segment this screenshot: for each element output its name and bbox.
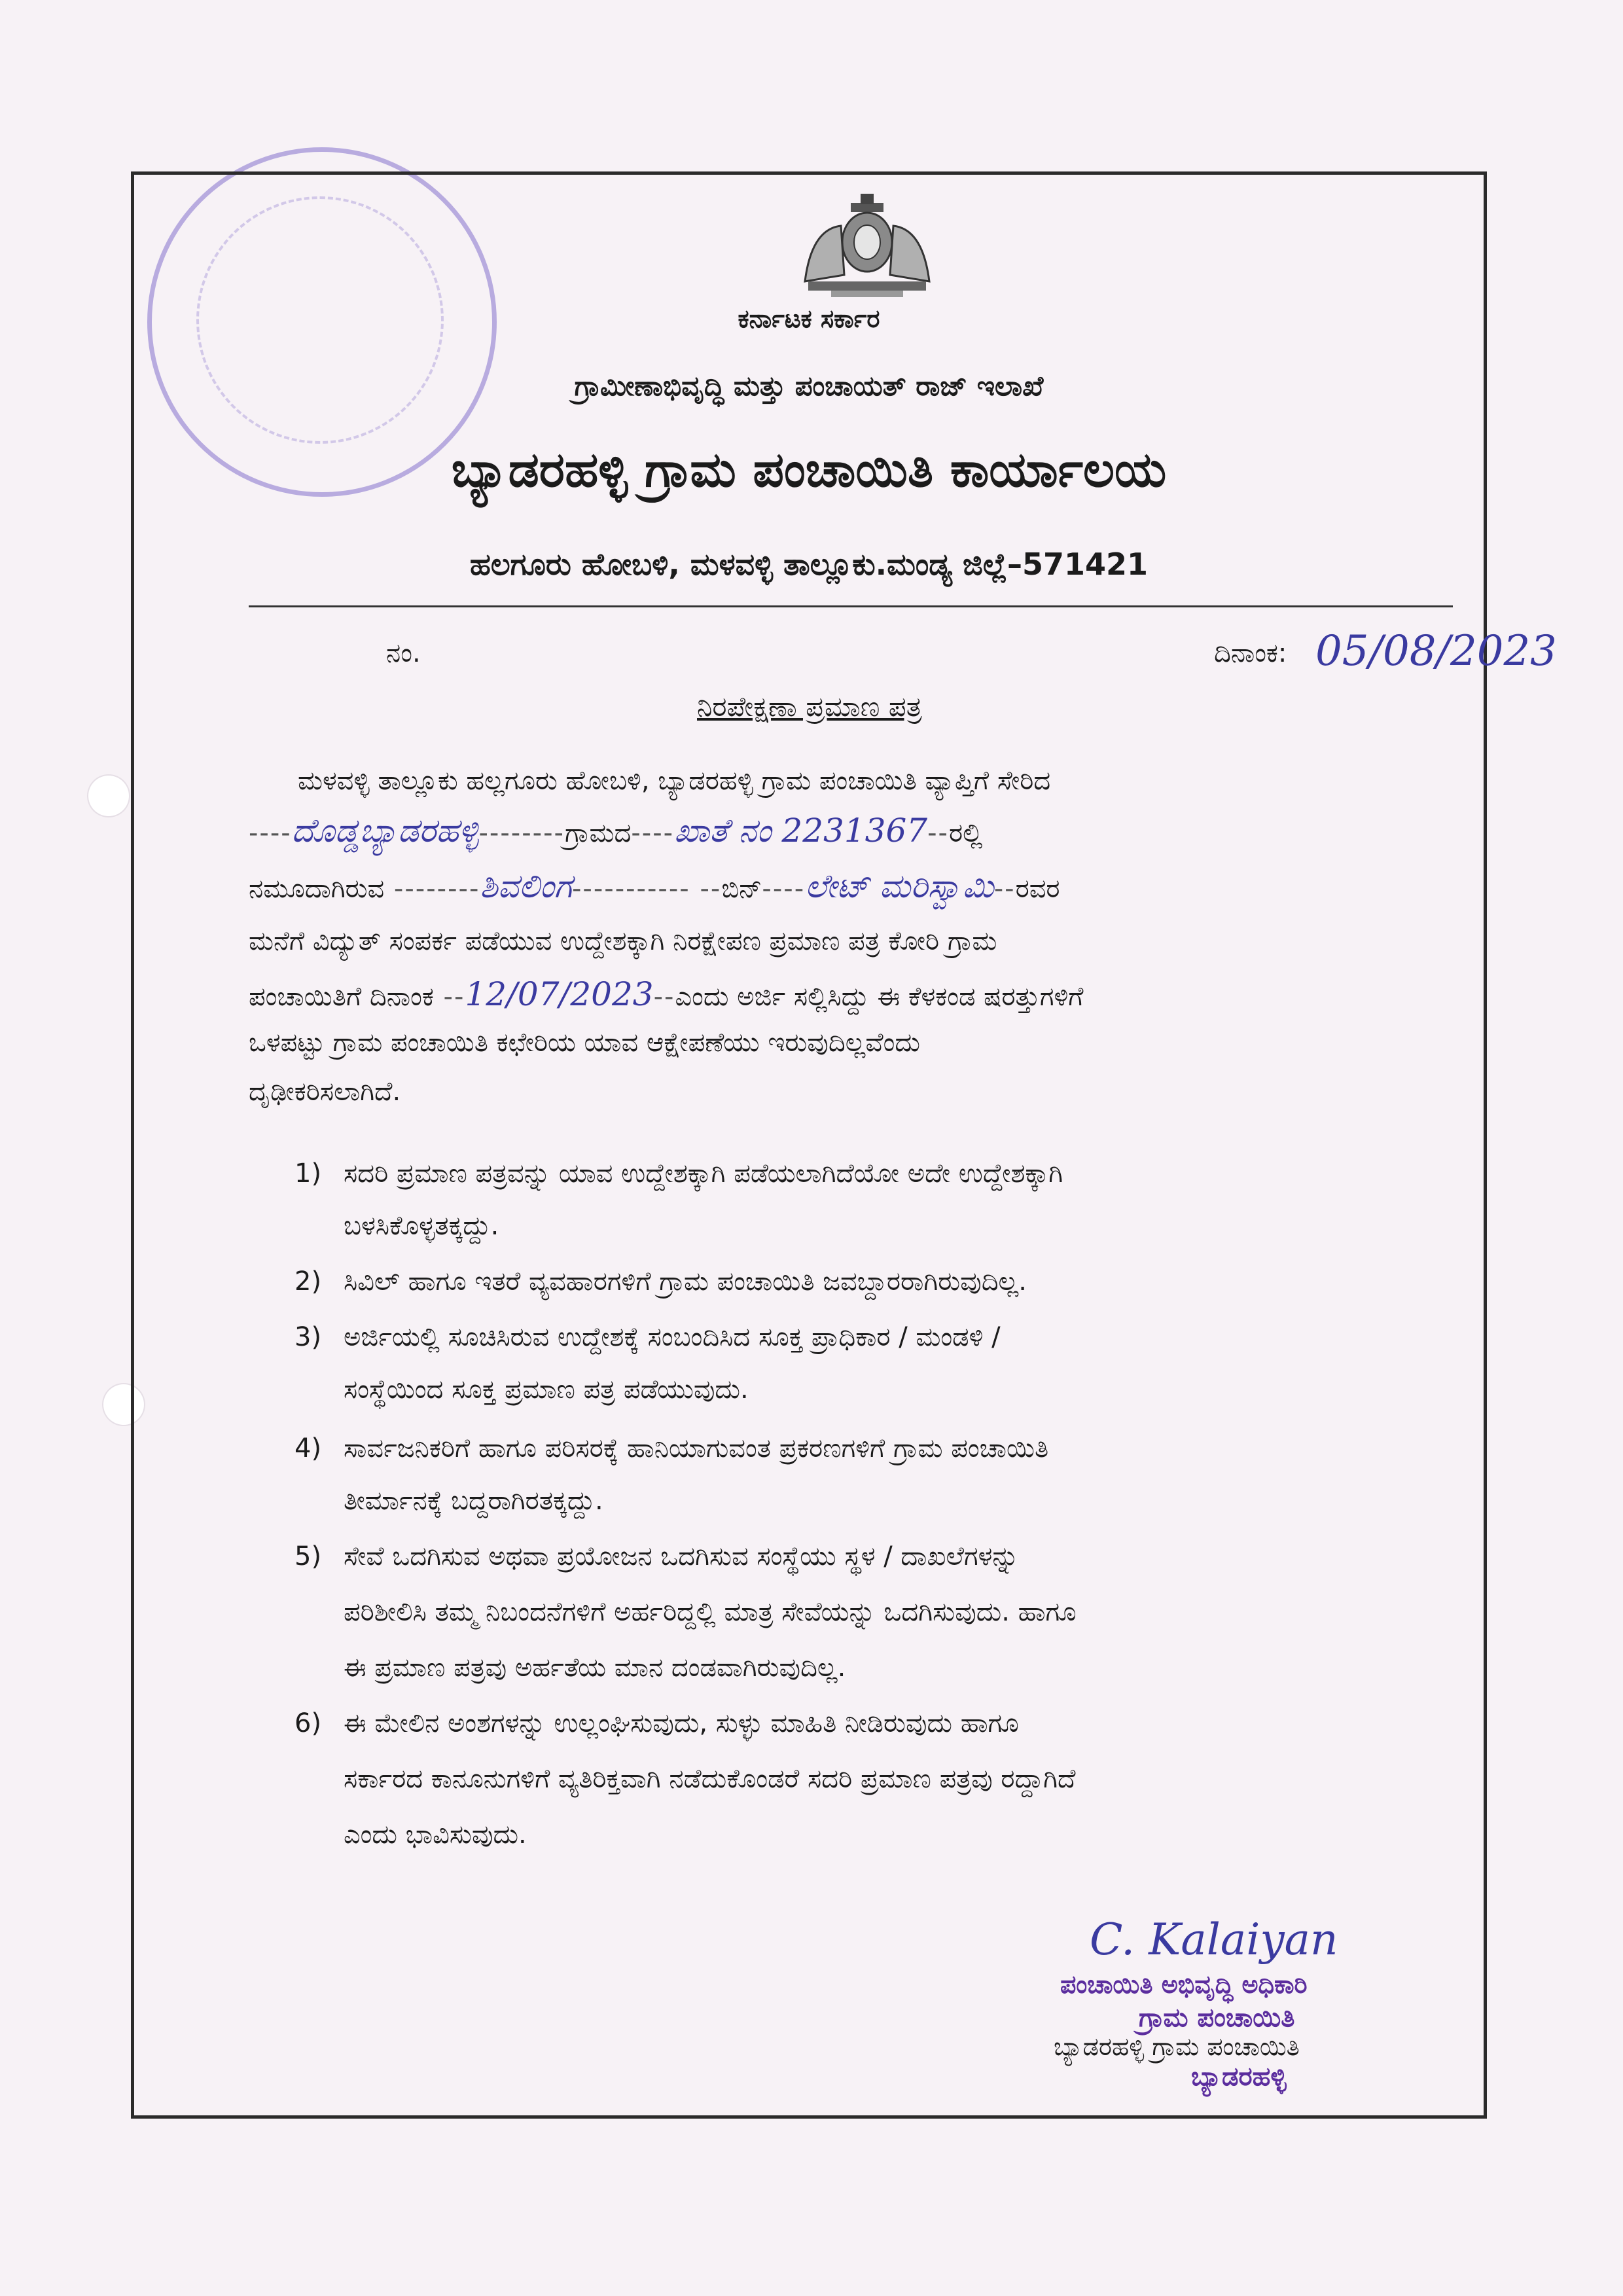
condition-3-line-1: ಅರ್ಜಿಯಲ್ಲಿ ಸೂಚಿಸಿರುವ ಉದ್ದೇಶಕ್ಕೆ ಸಂಬಂದಿಸಿದ ಸೂಕ್ತ ಪ್ರಾಧಿಕಾರ / ಮಂಡಳಿ / (344, 1322, 1001, 1352)
seal-text-line-2: ಬ್ಯಾಡರಹಳ್ಳಿ (1191, 2062, 1287, 2092)
body-line-5: ಪಂಚಾಯಿತಿಗೆ ದಿನಾಂಕ --12/07/2023--ಎಂದು ಅರ್ಜಿ ಸಲ್ಲಿಸಿದ್ದು ಈ ಕೆಳಕಂಡ ಷರತ್ತುಗಳಿಗೆ (249, 975, 1084, 1013)
body-line-3: ನಮೂದಾಗಿರುವ --------ಶಿವಲಿಂಗ----------- --ಬಿನ್----ಲೇಟ್ ಮರಿಸ್ವಾಮಿ--ರವರ (249, 867, 1060, 905)
punch-hole-top (88, 776, 129, 816)
signature-designation: ಪಂಚಾಯಿತಿ ಅಭಿವೃದ್ಧಿ ಅಧಿಕಾರಿ (1060, 1970, 1308, 1999)
condition-5-number: 5) (294, 1541, 322, 1571)
date-value-handwritten: 05/08/2023 (1315, 627, 1557, 675)
condition-4-line-1: ಸಾರ್ವಜನಿಕರಿಗೆ ಹಾಗೂ ಪರಿಸರಕ್ಕೆ ಹಾನಿಯಾಗುವಂತ ಪ್ರಕರಣಗಳಿಗೆ ಗ್ರಾಮ ಪಂಚಾಯಿತಿ (344, 1433, 1049, 1463)
certificate-title: ನಿರಪೇಕ್ಷಣಾ ಪ್ರಮಾಣ ಪತ್ರ (697, 691, 922, 723)
reference-number-label: ನಂ. (386, 638, 421, 668)
body-line-7: ದೃಢೀಕರಿಸಲಾಗಿದೆ. (249, 1077, 401, 1107)
condition-5-line-3: ಈ ಪ್ರಮಾಣ ಪತ್ರವು ಅರ್ಹತೆಯ ಮಾನ ದಂಡವಾಗಿರುವುದಿಲ್ಲ. (344, 1653, 846, 1683)
karnataka-emblem-icon (792, 190, 942, 301)
condition-4-number: 4) (294, 1433, 322, 1463)
condition-1-number: 1) (294, 1158, 322, 1189)
condition-6-line-2: ಸರ್ಕಾರದ ಕಾನೂನುಗಳಿಗೆ ವ್ಯತಿರಿಕ್ತವಾಗಿ ನಡೆದುಕೊಂಡರೆ ಸದರಿ ಪ್ರಮಾಣ ಪತ್ರವು ರದ್ದಾಗಿದೆ (344, 1764, 1076, 1794)
father-name-handwritten: ಲೇಟ್ ಮರಿಸ್ವಾಮಿ (805, 867, 994, 905)
bin-label: ಬಿನ್ (721, 874, 762, 904)
property-handwritten: ಖಾತೆ ನಂ 2231367 (674, 812, 928, 850)
village-handwritten: ದೊಡ್ಡಬ್ಯಾಡರಹಳ್ಳಿ (291, 812, 479, 850)
condition-5-line-1: ಸೇವೆ ಒದಗಿಸುವ ಅಥವಾ ಪ್ರಯೋಜನ ಒದಗಿಸುವ ಸಂಸ್ಥೆಯು ಸ್ಥಳ / ದಾಖಲೆಗಳನ್ನು (344, 1541, 1019, 1571)
signature-office: ಬ್ಯಾಡರಹಳ್ಳಿ ಗ್ರಾಮ ಪಂಚಾಯಿತಿ (1054, 2032, 1300, 2061)
header-divider (249, 605, 1453, 607)
body-line-4: ಮನೆಗೆ ವಿದ್ಯುತ್ ಸಂಪರ್ಕ ಪಡೆಯುವ ಉದ್ದೇಶಕ್ಕಾಗಿ ನಿರಕ್ಷೇಪಣ ಪ್ರಮಾಣ ಪತ್ರ ಕೋರಿ ಗ್ರಾಮ (249, 926, 997, 956)
condition-3-number: 3) (294, 1322, 322, 1352)
condition-3-line-2: ಸಂಸ್ಥೆಯಿಂದ ಸೂಕ್ತ ಪ್ರಮಾಣ ಪತ್ರ ಪಡೆಯುವುದು. (344, 1374, 749, 1405)
condition-2-line-1: ಸಿವಿಲ್ ಹಾಗೂ ಇತರೆ ವ್ಯವಹಾರಗಳಿಗೆ ಗ್ರಾಮ ಪಂಚಾಯಿತಿ ಜವಬ್ದಾರರಾಗಿರುವುದಿಲ್ಲ. (344, 1266, 1027, 1297)
condition-1-line-1: ಸದರಿ ಪ್ರಮಾಣ ಪತ್ರವನ್ನು ಯಾವ ಉದ್ದೇಶಕ್ಕಾಗಿ ಪಡೆಯಲಾಗಿದೆಯೋ ಅದೇ ಉದ್ದೇಶಕ್ಕಾಗಿ (344, 1158, 1063, 1189)
line5-suffix: ಎಂದು ಅರ್ಜಿ ಸಲ್ಲಿಸಿದ್ದು ಈ ಕೆಳಕಂಡ ಷರತ್ತುಗಳಿಗೆ (675, 982, 1084, 1012)
office-address: ಹಲಗೂರು ಹೋಬಳಿ, ಮಳವಳ್ಳಿ ತಾಲ್ಲೂಕು.ಮಂಡ್ಯ ಜಿಲ್ಲೆ–571421 (469, 547, 1149, 582)
line3-suffix: ರವರ (1015, 874, 1060, 904)
condition-6-line-1: ಈ ಮೇಲಿನ ಅಂಶಗಳನ್ನು ಉಲ್ಲಂಘಿಸುವುದು, ಸುಳ್ಳು ಮಾಹಿತಿ ನೀಡಿರುವುದು ಹಾಗೂ (344, 1708, 1019, 1738)
government-name: ಕರ್ನಾಟಕ ಸರ್ಕಾರ (738, 304, 880, 333)
name-handwritten: ಶಿವಲಿಂಗ (480, 867, 572, 905)
body-line-6: ಒಳಪಟ್ಟು ಗ್ರಾಮ ಪಂಚಾಯಿತಿ ಕಛೇರಿಯ ಯಾವ ಆಕ್ಷೇಪಣೆಯು ಇರುವುದಿಲ್ಲವೆಂದು (249, 1028, 920, 1058)
line3-prefix: ನಮೂದಾಗಿರುವ (249, 874, 385, 904)
condition-2-number: 2) (294, 1266, 322, 1297)
body-line-1: ಮಳವಳ್ಳಿ ತಾಲ್ಲೂಕು ಹಲ್ಲಗೂರು ಹೋಬಳಿ, ಬ್ಯಾಡರಹಳ್ಳಿ ಗ್ರಾಮ ಪಂಚಾಯಿತಿ ವ್ಯಾಪ್ತಿಗೆ ಸೇರಿದ (298, 766, 1051, 796)
seal-text-line-1: ಗ್ರಾಮ ಪಂಚಾಯಿತಿ (1139, 2003, 1295, 2033)
signature-handwritten: C. Kalaiyan (1090, 1914, 1338, 1965)
condition-4-line-2: ತೀರ್ಮಾನಕ್ಕೆ ಬದ್ದರಾಗಿರತಕ್ಕದ್ದು. (344, 1486, 603, 1516)
line5-prefix: ಪಂಚಾಯಿತಿಗೆ ದಿನಾಂಕ (249, 982, 434, 1012)
condition-6-number: 6) (294, 1708, 322, 1738)
date-label: ದಿನಾಂಕ: (1214, 638, 1287, 668)
condition-5-line-2: ಪರಿಶೀಲಿಸಿ ತಮ್ಮ ನಿಬಂದನೆಗಳಿಗೆ ಅರ್ಹರಿದ್ದಲ್ಲಿ ಮಾತ್ರ ಸೇವೆಯನ್ನು ಒದಗಿಸುವುದು. ಹಾಗೂ (344, 1597, 1077, 1627)
department-name: ಗ್ರಾಮೀಣಾಭಿವೃದ್ಧಿ ಮತ್ತು ಪಂಚಾಯತ್ ರಾಜ್ ಇಲಾಖೆ (574, 370, 1044, 402)
applied-date-handwritten: 12/07/2023 (465, 975, 654, 1013)
village-suffix: ಗ್ರಾಮದ (564, 818, 632, 848)
body-line-2: ----ದೊಡ್ಡಬ್ಯಾಡರಹಳ್ಳಿ--------ಗ್ರಾಮದ----ಖಾತೆ ನಂ 2231367--ರಲ್ಲಿ (249, 812, 983, 850)
condition-6-line-3: ಎಂದು ಭಾವಿಸುವುದು. (344, 1820, 527, 1850)
condition-1-line-2: ಬಳಸಿಕೊಳ್ಳತಕ್ಕದ್ದು. (344, 1211, 499, 1241)
property-suffix: ರಲ್ಲಿ (948, 818, 983, 848)
office-title: ಬ್ಯಾಡರಹಳ್ಳಿ ಗ್ರಾಮ ಪಂಚಾಯಿತಿ ಕಾರ್ಯಾಲಯ (451, 442, 1167, 498)
